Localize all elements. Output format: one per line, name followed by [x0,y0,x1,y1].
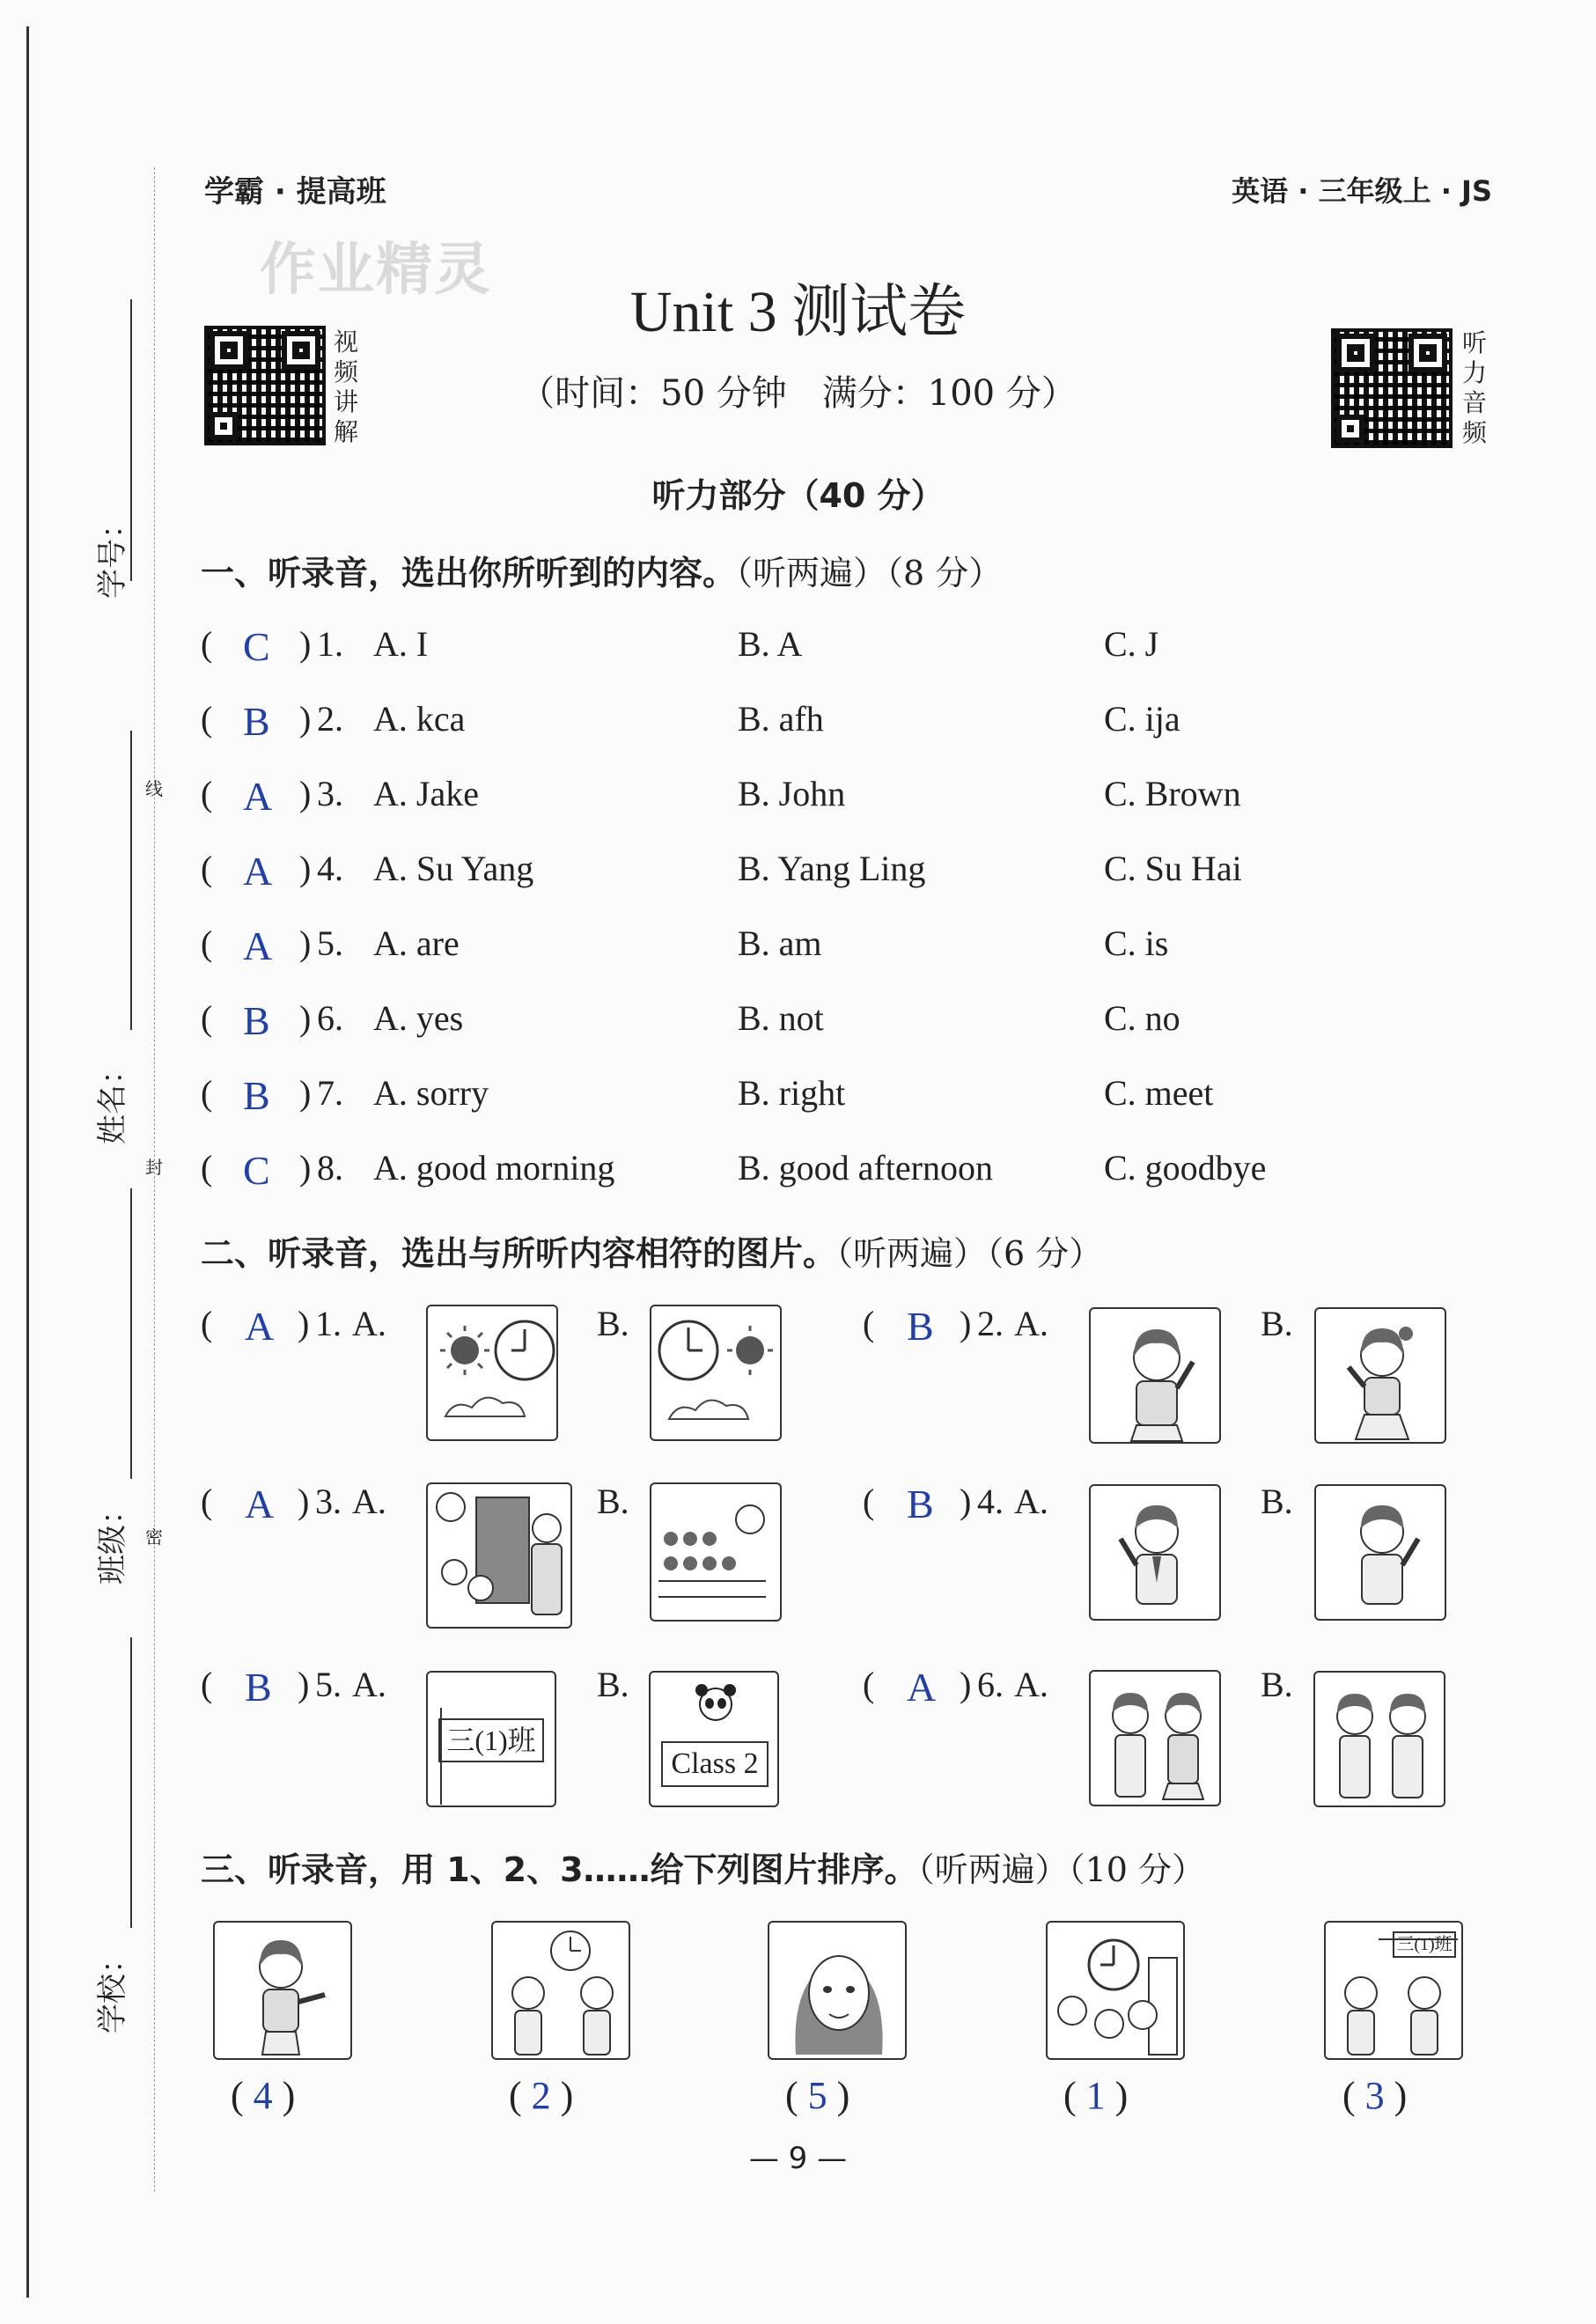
p2-q1-picture-b[interactable] [650,1305,782,1441]
p2-answer-4: B [907,1482,934,1526]
p2-q6-picture-b[interactable] [1313,1671,1445,1807]
section-title: 听力部分（40 分） [651,476,945,515]
teacher-students-door-icon [428,1484,572,1629]
part2-title: 二、听录音，选出与所听内容相符的图片。（听两遍）（6 分） [201,1234,1103,1273]
p2-question-4: ( B ) 4. A. B. [863,1482,1293,1526]
girl-pointing-icon [215,1923,352,2060]
p1-question-5: ( A ) 5. A. are B. am C. is [201,923,1169,968]
p3-picture-5[interactable] [1324,1921,1463,2060]
margin-xian: 线 [145,778,163,799]
name-label: 姓名： [95,1055,130,1144]
part3-title: 三、听录音，用 1、2、3……给下列图片排序。（听两遍）（10 分） [201,1850,1205,1889]
p3-picture-1[interactable] [213,1921,352,2060]
page-subtitle: （时间：50 分钟 满分：100 分） [519,373,1077,414]
p3-picture-4[interactable] [1046,1921,1185,2060]
school-label: 学校： [95,1944,130,2034]
course-title: 英语 · 三年级上 · JS [1232,174,1492,208]
girl-waving-icon [1091,1309,1221,1444]
p3-picture-3[interactable] [768,1921,907,2060]
p1-question-3: ( A ) 3. A. Jake B. John C. Brown [201,774,1241,819]
p1-answer-7[interactable]: B [243,1073,270,1118]
p3-class-sign: 三(1)班 [1393,1931,1456,1958]
p2-question-3: ( A ) 3. A. B. [201,1482,629,1526]
p1-answer-3[interactable]: A [243,774,273,819]
p2-question-1: ( A ) 1. A. B. [201,1304,629,1349]
p2-q5-picture-a[interactable] [426,1671,556,1807]
name-line[interactable] [130,731,132,1030]
boy-girl-greeting-icon [1091,1672,1221,1806]
p3-picture-2[interactable] [491,1921,630,2060]
panda-icon [689,1681,742,1725]
class-2-sign: Class 2 [661,1741,769,1787]
p2-q3-picture-b[interactable] [650,1482,782,1622]
p1-question-2: ( B ) 2. A. kca B. afh C. ija [201,699,1180,744]
margin-mi: 密 [145,1526,163,1548]
p3-answer-1[interactable]: ( 4 ) [231,2074,296,2117]
class-line[interactable] [130,1188,132,1479]
p2-q4-picture-a[interactable] [1089,1484,1221,1621]
class-sign: 三(1)班 [438,1718,544,1762]
margin-feng: 封 [145,1157,163,1178]
p3-answer-4[interactable]: ( 1 ) [1063,2074,1129,2117]
p2-answer-5: B [245,1665,272,1710]
boy-waving-icon [1091,1486,1221,1621]
qr-video-label: 视 频 讲 解 [333,327,358,446]
p3-answer-3[interactable]: ( 5 ) [785,2074,850,2117]
sun-clock-cloud-icon [428,1306,558,1441]
girl-ponytail-waving-icon [1316,1309,1446,1444]
p3-answer-2[interactable]: ( 2 ) [509,2074,574,2117]
p2-q6-picture-a[interactable] [1089,1670,1221,1806]
woman-portrait-icon [769,1923,907,2060]
school-line[interactable] [130,1637,132,1928]
p2-q5-picture-b[interactable] [649,1671,779,1807]
two-boys-greeting-icon [1315,1673,1445,1807]
qr-audio-label: 听 力 音 频 [1461,328,1487,447]
p1-answer-6[interactable]: B [243,998,270,1043]
p1-answer-5[interactable]: A [243,923,273,968]
p2-q3-picture-a[interactable] [426,1482,572,1629]
p1-question-4: ( A ) 4. A. Su Yang B. Yang Ling C. Su Hai [201,849,1242,894]
qr-audio-icon[interactable] [1331,328,1453,448]
p1-question-6: ( B ) 6. A. yes B. not C. no [201,998,1180,1043]
p2-q4-picture-b[interactable] [1314,1484,1446,1621]
clock-students-door-icon [1048,1923,1185,2060]
qr-video-icon[interactable] [204,326,326,445]
p1-answer-1[interactable]: C [243,624,270,669]
p2-question-6: ( A ) 6. A. B. [863,1665,1293,1710]
page-title: Unit 3 测试卷 [629,280,967,344]
boy-waving-right-icon [1316,1486,1446,1621]
p1-question-7: ( B ) 7. A. sorry B. right C. meet [201,1073,1214,1118]
p2-answer-6: A [907,1665,937,1710]
boys-under-sign-icon [1326,1958,1463,2060]
student-no-label: 学号： [95,509,130,599]
p3-answer-5[interactable]: ( 3 ) [1342,2074,1408,2117]
class-label: 班级： [95,1495,130,1585]
p2-q1-picture-a[interactable] [426,1305,558,1441]
p2-question-2: ( B ) 2. A. B. [863,1304,1293,1349]
p1-question-8: ( C ) 8. A. good morning B. good afternoon C. goodbye [201,1148,1267,1193]
brand-title: 学霸 · 提高班 [204,174,386,210]
part1-title: 一、听录音，选出你所听到的内容。（听两遍）（8 分） [201,554,1003,592]
p2-answer-3: A [245,1482,275,1526]
boys-clock-icon [493,1923,630,2060]
p1-answer-2[interactable]: B [243,699,270,744]
p2-answer-2: B [907,1304,934,1349]
p2-question-5: ( B ) 5. A. B. [201,1665,629,1710]
clock-sun-cloud-icon [651,1306,782,1441]
watermark: 作业精灵 [260,238,492,303]
p2-answer-1: A [245,1304,275,1349]
page-number: — 9 — [748,2141,848,2176]
classroom-desks-icon [651,1484,782,1622]
p1-question-1: ( C ) 1. A. I B. A C. J [201,624,1159,669]
p2-q2-picture-b[interactable] [1314,1307,1446,1444]
p1-answer-4[interactable]: A [243,849,273,894]
p1-answer-8[interactable]: C [243,1148,270,1193]
p2-q2-picture-a[interactable] [1089,1307,1221,1444]
